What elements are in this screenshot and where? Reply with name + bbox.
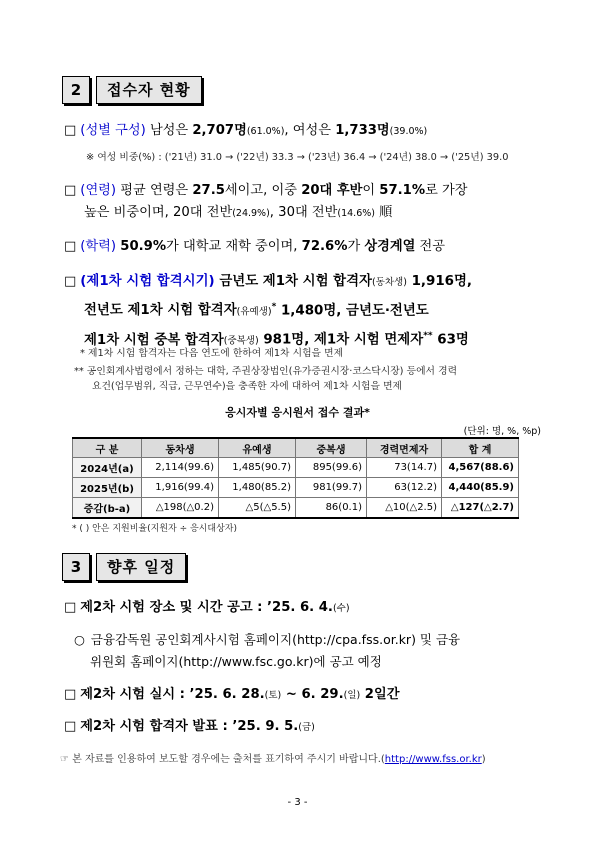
text: 제1차 시험 중복 합격자 xyxy=(84,332,224,348)
item-label: (성별 구성) xyxy=(80,123,146,138)
table-cell: 895(99.6) xyxy=(296,458,367,478)
note-2b: 요건(업무범위, 직급, 근무연수)을 충족한 자에 대하여 제1차 시험을 면제 xyxy=(92,381,403,392)
section-title: 접수자 현황 xyxy=(96,76,202,104)
text: 금융감독원 공인회계사시험 홈페이지(http://cpa.fss.or.kr) 및 금융 xyxy=(90,632,461,647)
checkbox-icon: □ xyxy=(64,719,77,734)
row-label: 2025년(b) xyxy=(73,478,142,498)
value: 63명 xyxy=(432,332,469,348)
table-row xyxy=(73,458,519,478)
section-number: 3 xyxy=(62,553,90,581)
checkbox-icon: □ xyxy=(64,239,77,254)
value: 50.9% xyxy=(120,239,167,254)
table-cell: 981(99.7) xyxy=(296,478,367,498)
table-row xyxy=(73,478,519,498)
citation-notice xyxy=(60,752,486,767)
column-header: 합 계 xyxy=(442,438,519,458)
section-2-header xyxy=(62,76,202,104)
text: (수) xyxy=(332,603,350,614)
value: 72.6% xyxy=(301,239,348,254)
checkbox-icon: □ xyxy=(64,183,77,198)
schedule-subitem xyxy=(74,629,544,673)
table-cell: 4,567(88.6) xyxy=(442,458,519,478)
text: (토) xyxy=(264,690,282,701)
value: (39.0%) xyxy=(389,126,428,137)
schedule-item-2 xyxy=(64,684,544,707)
table-cell: △5(△5.5) xyxy=(219,498,296,519)
text: ~ 6. 29. xyxy=(281,687,344,702)
footnote-mark: * xyxy=(271,302,277,312)
checkbox-icon: □ xyxy=(64,123,77,138)
value: 1,480명, 금년도·전년도 xyxy=(276,303,429,319)
item-label: (연령) xyxy=(80,183,117,198)
pass-timing-item xyxy=(64,270,544,354)
text: (금) xyxy=(298,722,315,733)
table-footnote: * ( ) 안은 지원비율(지원자 ÷ 응시대상자) xyxy=(72,524,237,534)
value: (14.6%) xyxy=(337,208,375,219)
item-label: (학력) xyxy=(80,239,117,254)
bullet-icon: ○ xyxy=(74,632,85,647)
value: 1,733명 xyxy=(335,123,390,138)
text: 제2차 시험 실시 : ’25. 6. 28. xyxy=(80,687,265,702)
text: 세이고, 이중 xyxy=(224,183,302,198)
text: (일) xyxy=(343,690,361,701)
checkbox-icon: □ xyxy=(64,600,77,615)
value: (61.0%) xyxy=(246,126,285,137)
text: 제2차 시험 장소 및 시간 공고 : ’25. 6. 4. xyxy=(80,600,333,615)
text: 남성은 xyxy=(145,123,193,138)
footnote-mark: ** xyxy=(423,331,433,342)
text: 위원회 홈페이지(http://www.fsc.go.kr)에 공고 예정 xyxy=(90,654,382,669)
checkbox-icon: □ xyxy=(64,274,77,289)
value: (24.9%) xyxy=(232,208,270,219)
text: 전년도 제1차 시험 합격자 xyxy=(84,303,237,319)
section-3-header xyxy=(62,553,186,581)
text: 평균 연령은 xyxy=(116,183,193,198)
text: 가 xyxy=(347,239,365,254)
value: 27.5 xyxy=(192,183,225,198)
table-cell: △10(△2.5) xyxy=(367,498,442,519)
table-cell: 73(14.7) xyxy=(367,458,442,478)
table-caption: 응시자별 응시원서 접수 결과* xyxy=(225,406,370,419)
table-cell: 63(12.2) xyxy=(367,478,442,498)
row-label: 2024년(a) xyxy=(73,458,142,478)
column-header: 구 분 xyxy=(73,438,142,458)
section-number: 2 xyxy=(62,76,90,104)
table-cell: 2,114(99.6) xyxy=(142,458,219,478)
text: 전공 xyxy=(415,239,446,254)
table-row xyxy=(73,498,519,519)
column-header: 동차생 xyxy=(142,438,219,458)
value: 1,916명, xyxy=(406,274,472,289)
text: , 여성은 xyxy=(284,123,336,138)
note-2a: ** 공인회계사법령에서 정하는 대학, 주권상장법인(유가증권시장·코스닥시장) 등에서 경력 xyxy=(74,366,458,377)
schedule-item-1 xyxy=(64,597,544,620)
table-header-row xyxy=(73,438,519,458)
fss-link[interactable]: http://www.fss.or.kr xyxy=(384,754,482,765)
text: (동차생) xyxy=(372,277,407,288)
row-label: 증감(b-a) xyxy=(73,498,142,519)
text: 이 xyxy=(362,183,380,198)
note-1: * 제1차 시험 합격자는 다음 연도에 한하여 제1차 시험을 면제 xyxy=(80,348,344,359)
item-label: (제1차 시험 합격시기) xyxy=(80,274,215,289)
text: ☞ 본 자료를 인용하여 보도할 경우에는 출처를 표기하여 주시기 바랍니다.( xyxy=(60,754,385,765)
text: 가 대학교 재학 중이며, xyxy=(166,239,302,254)
text: (중복생) xyxy=(223,335,259,347)
text: (유예생) xyxy=(236,306,272,318)
table-cell: 1,480(85.2) xyxy=(219,478,296,498)
value: 981명, 제1차 시험 면제자 xyxy=(258,332,424,348)
table-cell: 1,916(99.4) xyxy=(142,478,219,498)
gender-note: ※ 여성 비중(%) : ('21년) 31.0 → ('22년) 33.3 → ('23년) 36.4 → ('24년) 38.0 → ('25년) 39.0 xyxy=(86,152,509,163)
education-item xyxy=(64,236,544,258)
value: 2,707명 xyxy=(192,123,247,138)
table-cell: 4,440(85.9) xyxy=(442,478,519,498)
text: 로 가장 xyxy=(425,183,468,198)
table-cell: 86(0.1) xyxy=(296,498,367,519)
text: 제2차 시험 합격자 발표 : ’25. 9. 5. xyxy=(80,719,299,734)
value: 20대 후반 xyxy=(301,183,363,198)
table-cell: 1,485(90.7) xyxy=(219,458,296,478)
text: 높은 비중이며, 20대 전반 xyxy=(84,205,233,220)
page-number: - 3 - xyxy=(287,797,308,808)
age-item xyxy=(64,180,544,225)
checkbox-icon: □ xyxy=(64,687,77,702)
applicant-table xyxy=(72,437,519,519)
text: 금년도 제1차 시험 합격자 xyxy=(214,274,372,289)
column-header: 유예생 xyxy=(219,438,296,458)
gender-item xyxy=(64,120,544,143)
value: 57.1% xyxy=(379,183,426,198)
schedule-item-3 xyxy=(64,716,544,739)
text: , 30대 전반 xyxy=(269,205,338,220)
text: 順 xyxy=(374,205,393,220)
table-cell: △127(△2.7) xyxy=(442,498,519,519)
table-cell: △198(△0.2) xyxy=(142,498,219,519)
text: ) xyxy=(481,754,486,765)
value: 상경계열 xyxy=(364,239,416,254)
column-header: 중복생 xyxy=(296,438,367,458)
table-unit: (단위: 명, %, %p) xyxy=(463,426,541,437)
text: 2일간 xyxy=(360,687,400,702)
column-header: 경력면제자 xyxy=(367,438,442,458)
section-title: 향후 일정 xyxy=(96,553,186,581)
